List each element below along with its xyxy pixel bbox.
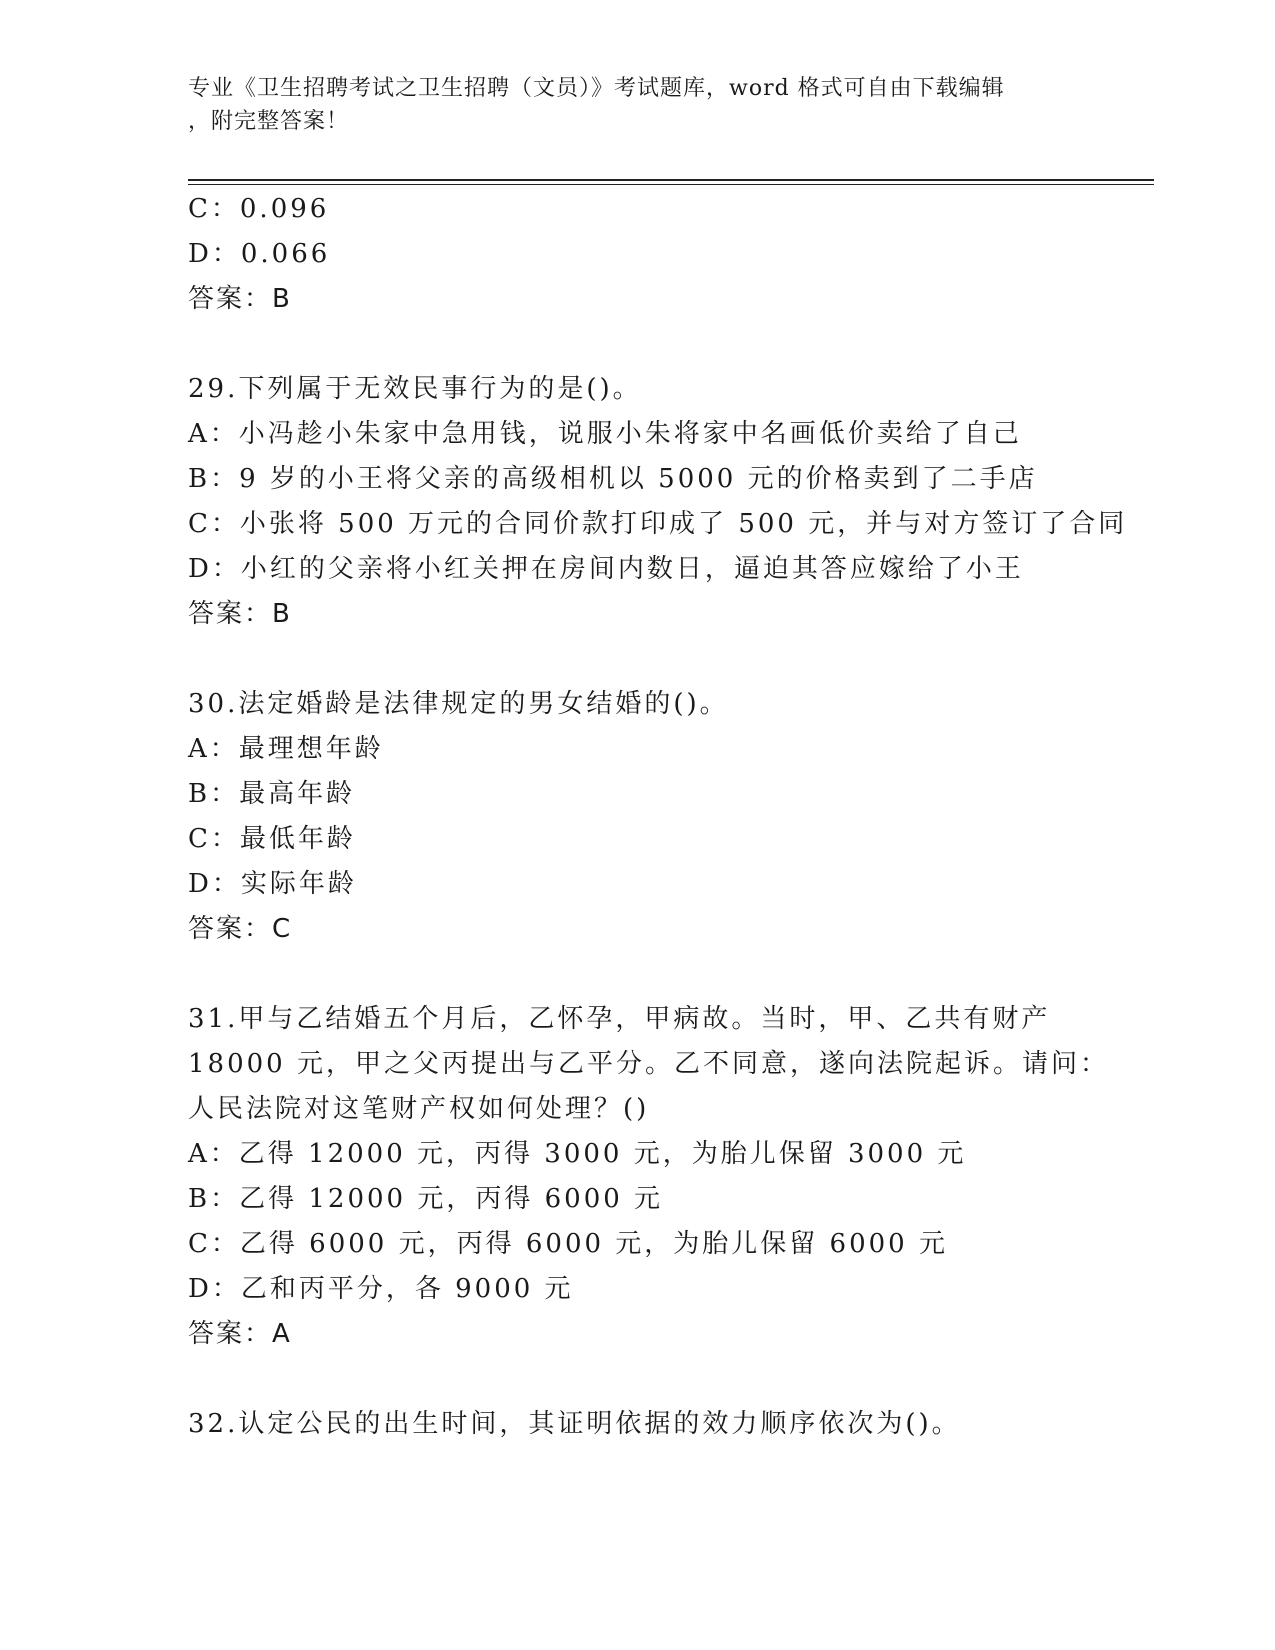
q29-answer: 答案：B [188,599,292,629]
q29-option-c: C：小张将 500 万元的合同价款打印成了 500 元，并与对方签订了合同 [188,509,1128,539]
q30-option-d: D：实际年龄 [188,869,357,899]
q31-option-c: C：乙得 6000 元，丙得 6000 元，为胎儿保留 6000 元 [188,1229,948,1259]
q30-option-b: B：最高年龄 [188,779,356,809]
q30-option-c: C：最低年龄 [188,824,356,854]
q31-question-line-3: 人民法院对这笔财产权如何处理？() [188,1094,650,1124]
q30-option-a: A：最理想年龄 [188,734,384,764]
q29-option-b: B：9 岁的小王将父亲的高级相机以 5000 元的价格卖到了二手店 [188,464,1038,494]
q31-question-line-1: 31.甲与乙结婚五个月后，乙怀孕，甲病故。当时，甲、乙共有财产 [188,1004,1051,1034]
q31-question-line-2: 18000 元，甲之父丙提出与乙平分。乙不同意，遂向法院起诉。请问： [188,1049,1109,1079]
q32-question: 32.认定公民的出生时间，其证明依据的效力顺序依次为()。 [188,1409,961,1439]
document-header [188,72,1088,138]
q29-question: 29.下列属于无效民事行为的是()。 [188,374,642,404]
q30-question: 30.法定婚龄是法律规定的男女结婚的()。 [188,689,729,719]
q28-option-d: D：0.066 [188,239,331,269]
q31-option-d: D：乙和丙平分，各 9000 元 [188,1274,574,1304]
q29-option-d: D：小红的父亲将小红关押在房间内数日，逼迫其答应嫁给了小王 [188,554,1024,584]
header-divider [188,179,1154,185]
q30-answer: 答案：C [188,914,293,944]
header-line-1: 专业《卫生招聘考试之卫生招聘（文员）》考试题库，word 格式可自由下载编辑 [188,76,1005,101]
q28-answer: 答案：B [188,284,292,314]
q28-option-c: C：0.096 [188,194,330,224]
q31-option-b: B：乙得 12000 元，丙得 6000 元 [188,1184,664,1214]
q29-option-a: A：小冯趁小朱家中急用钱，说服小朱将家中名画低价卖给了自己 [188,419,1022,449]
q31-option-a: A：乙得 12000 元，丙得 3000 元，为胎儿保留 3000 元 [188,1139,967,1169]
header-line-2: ，附完整答案！ [188,109,350,134]
q31-answer: 答案：A [188,1319,292,1349]
